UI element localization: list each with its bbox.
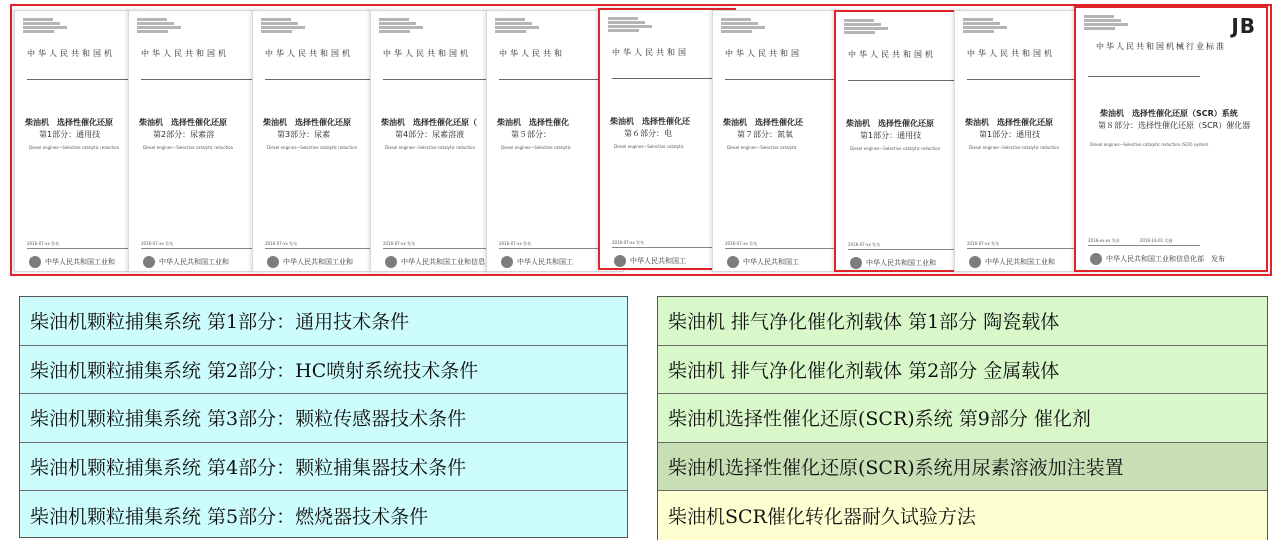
- cover-divider: [1088, 245, 1200, 246]
- cover-english-title: Diesel engines—Selective catalytic reduction: [267, 145, 358, 150]
- cover-publisher: 中华人民共和国工业和: [45, 258, 115, 266]
- cover-part-title: 第８部分：选择性催化还原（SCR）催化器: [1098, 121, 1251, 130]
- standard-header: 中华人民共和国机: [967, 49, 1055, 58]
- standard-title-row: 柴油机颗粒捕集系统 第3部分：颗粒传感器技术条件: [20, 394, 627, 443]
- cover-date: 2016-07-xx 发布: [612, 240, 645, 245]
- cover-divider: [967, 248, 1079, 249]
- publisher-seal-icon: [727, 256, 739, 268]
- standards-cover-strip: [10, 4, 1272, 276]
- cover-date: 2016-07-xx 发布: [725, 241, 758, 246]
- cover-publisher: 中华人民共和国工业和信息化部 发布: [1106, 255, 1225, 263]
- cover-classification-block: [844, 18, 914, 35]
- cover-date: 2016-07-xx 发布: [265, 241, 298, 246]
- cover-english-title: Diesel engines—Selective catalytic reduction: [969, 145, 1060, 150]
- cover-title: 柴油机 选择性催化还原: [846, 119, 934, 128]
- cover-title: 柴油机 选择性催化还原: [263, 118, 351, 127]
- cover-divider: [612, 78, 724, 79]
- standard-title-row: 柴油机颗粒捕集系统 第2部分：HC喷射系统技术条件: [20, 346, 627, 395]
- cover-publisher: 中华人民共和国工业和: [159, 258, 229, 266]
- cover-part-title: 第６部分：电: [624, 129, 672, 138]
- cover-divider: [725, 79, 837, 80]
- cover-date: 2016-07-xx 发布: [27, 241, 60, 246]
- cover-publisher: 中华人民共和国工业和: [985, 258, 1055, 266]
- cover-part-title: 第５部分：: [511, 130, 551, 139]
- cover-date: 2016-xx-xx 发布 2016-10-01 实施: [1088, 238, 1173, 243]
- standard-header: 中华人民共和: [499, 49, 565, 58]
- standard-header: 中华人民共和国机: [848, 50, 936, 59]
- cover-english-title: Diesel engines—Selective catalytic reduction: [850, 146, 941, 151]
- publisher-seal-icon: [385, 256, 397, 268]
- cover-title: 柴油机 选择性催化还原（SCR）系统: [1100, 109, 1238, 118]
- cover-classification-block: [495, 17, 565, 34]
- cover-publisher: 中华人民共和国工: [743, 258, 799, 266]
- cover-publisher: 中华人民共和国工业和: [283, 258, 353, 266]
- cover-english-title: Diesel engines—Selective catalytic reduction: [143, 145, 234, 150]
- catalyst-standards-list: [657, 296, 1268, 540]
- cover-classification-block: [379, 17, 449, 34]
- standard-header: 中华人民共和国机械行业标准: [1096, 42, 1226, 51]
- cover-english-title: Diesel engines—Selective catalytic: [614, 144, 684, 149]
- cover-divider: [265, 79, 377, 80]
- standard-title-row: 柴油机选择性催化还原(SCR)系统用尿素溶液加注装置: [658, 443, 1267, 492]
- standard-header: 中华人民共和国机: [265, 49, 353, 58]
- standard-title-row: 柴油机 排气净化催化剂载体 第2部分 金属载体: [658, 346, 1267, 395]
- standard-cover: [954, 10, 1092, 272]
- cover-part-title: 第3部分：尿素: [277, 130, 331, 139]
- jb-mark: JB: [1231, 14, 1256, 38]
- cover-date: 2016-07-xx 发布: [499, 241, 532, 246]
- cover-divider: [848, 249, 960, 250]
- publisher-seal-icon: [29, 256, 41, 268]
- cover-divider: [967, 79, 1079, 80]
- cover-classification-block: [23, 17, 93, 34]
- standard-header: 中华人民共和国: [612, 48, 689, 57]
- cover-english-title: Diesel engines—Selective catalytic reduction: [29, 145, 120, 150]
- cover-classification-block: [608, 16, 678, 33]
- cover-part-title: 第1部分：通用技: [860, 131, 922, 140]
- cover-divider: [725, 248, 837, 249]
- standard-title-row: 柴油机选择性催化还原(SCR)系统 第9部分 催化剂: [658, 394, 1267, 443]
- cover-date: 2016-07-xx 发布: [848, 242, 881, 247]
- cover-divider: [499, 248, 611, 249]
- cover-english-title: Diesel engines—Selective catalytic: [727, 145, 797, 150]
- cover-date: 2016-07-xx 发布: [383, 241, 416, 246]
- standard-cover: [712, 10, 850, 272]
- cover-divider: [383, 79, 495, 80]
- standard-cover: [128, 10, 266, 272]
- cover-title: 柴油机 选择性催化还: [610, 117, 690, 126]
- cover-part-title: 第4部分：尿素溶液: [395, 130, 465, 139]
- cover-title: 柴油机 选择性催化还原（: [381, 118, 477, 127]
- cover-divider: [383, 248, 495, 249]
- cover-english-title: Diesel engines—Selective catalytic reduction (SCR) system: [1090, 142, 1209, 147]
- publisher-seal-icon: [1090, 253, 1102, 265]
- standard-title-row: 柴油机SCR催化转化器耐久试验方法: [658, 491, 1267, 540]
- cover-title: 柴油机 选择性催化还原: [965, 118, 1053, 127]
- cover-part-title: 第1部分：通用技: [39, 130, 101, 139]
- cover-date: 2016-07-xx 发布: [967, 241, 1000, 246]
- particle-filter-standards-list: [19, 296, 628, 538]
- publisher-seal-icon: [614, 255, 626, 267]
- publisher-seal-icon: [969, 256, 981, 268]
- publisher-seal-icon: [267, 256, 279, 268]
- standard-header: 中华人民共和国机: [141, 49, 229, 58]
- cover-publisher: 中华人民共和国工: [630, 257, 686, 265]
- cover-part-title: 第７部分：氮氧: [737, 130, 793, 139]
- cover-classification-block: [137, 17, 207, 34]
- cover-part-title: 第1部分：通用技: [979, 130, 1041, 139]
- cover-classification-block: [261, 17, 331, 34]
- cover-divider: [612, 247, 724, 248]
- standard-header: 中华人民共和国机: [27, 49, 115, 58]
- cover-date: 2016-07-xx 发布: [141, 241, 174, 246]
- cover-title: 柴油机 选择性催化: [497, 118, 569, 127]
- cover-divider: [1088, 76, 1200, 77]
- standard-cover: [834, 10, 972, 272]
- cover-publisher: 中华人民共和国工业和信息: [401, 258, 485, 266]
- publisher-seal-icon: [850, 257, 862, 269]
- standard-title-row: 柴油机颗粒捕集系统 第1部分：通用技术条件: [20, 297, 627, 346]
- cover-divider: [27, 79, 139, 80]
- cover-classification-block: [721, 17, 791, 34]
- cover-divider: [265, 248, 377, 249]
- cover-title: 柴油机 选择性催化还原: [139, 118, 227, 127]
- cover-publisher: 中华人民共和国工业和: [866, 259, 936, 267]
- standard-header: 中华人民共和国机: [383, 49, 471, 58]
- publisher-seal-icon: [143, 256, 155, 268]
- cover-title: 柴油机 选择性催化还: [723, 118, 803, 127]
- cover-title: 柴油机 选择性催化还原: [25, 118, 113, 127]
- cover-classification-block: [1084, 14, 1154, 31]
- cover-divider: [141, 248, 253, 249]
- cover-divider: [848, 80, 960, 81]
- standard-cover: [1074, 6, 1268, 272]
- standard-header: 中华人民共和国: [725, 49, 802, 58]
- cover-classification-block: [963, 17, 1033, 34]
- cover-english-title: Diesel engines—Selective catalytic reduction: [385, 145, 476, 150]
- cover-english-title: Diesel engines—Selective catalytic: [501, 145, 571, 150]
- standard-title-row: 柴油机颗粒捕集系统 第4部分：颗粒捕集器技术条件: [20, 443, 627, 492]
- standard-title-row: 柴油机颗粒捕集系统 第5部分：燃烧器技术条件: [30, 505, 429, 528]
- cover-divider: [499, 79, 611, 80]
- cover-publisher: 中华人民共和国工: [517, 258, 573, 266]
- standard-title-row: 柴油机 排气净化催化剂载体 第1部分 陶瓷载体: [658, 297, 1267, 346]
- cover-divider: [27, 248, 139, 249]
- publisher-seal-icon: [501, 256, 513, 268]
- cover-divider: [141, 79, 253, 80]
- cover-part-title: 第2部分：尿素溶: [153, 130, 215, 139]
